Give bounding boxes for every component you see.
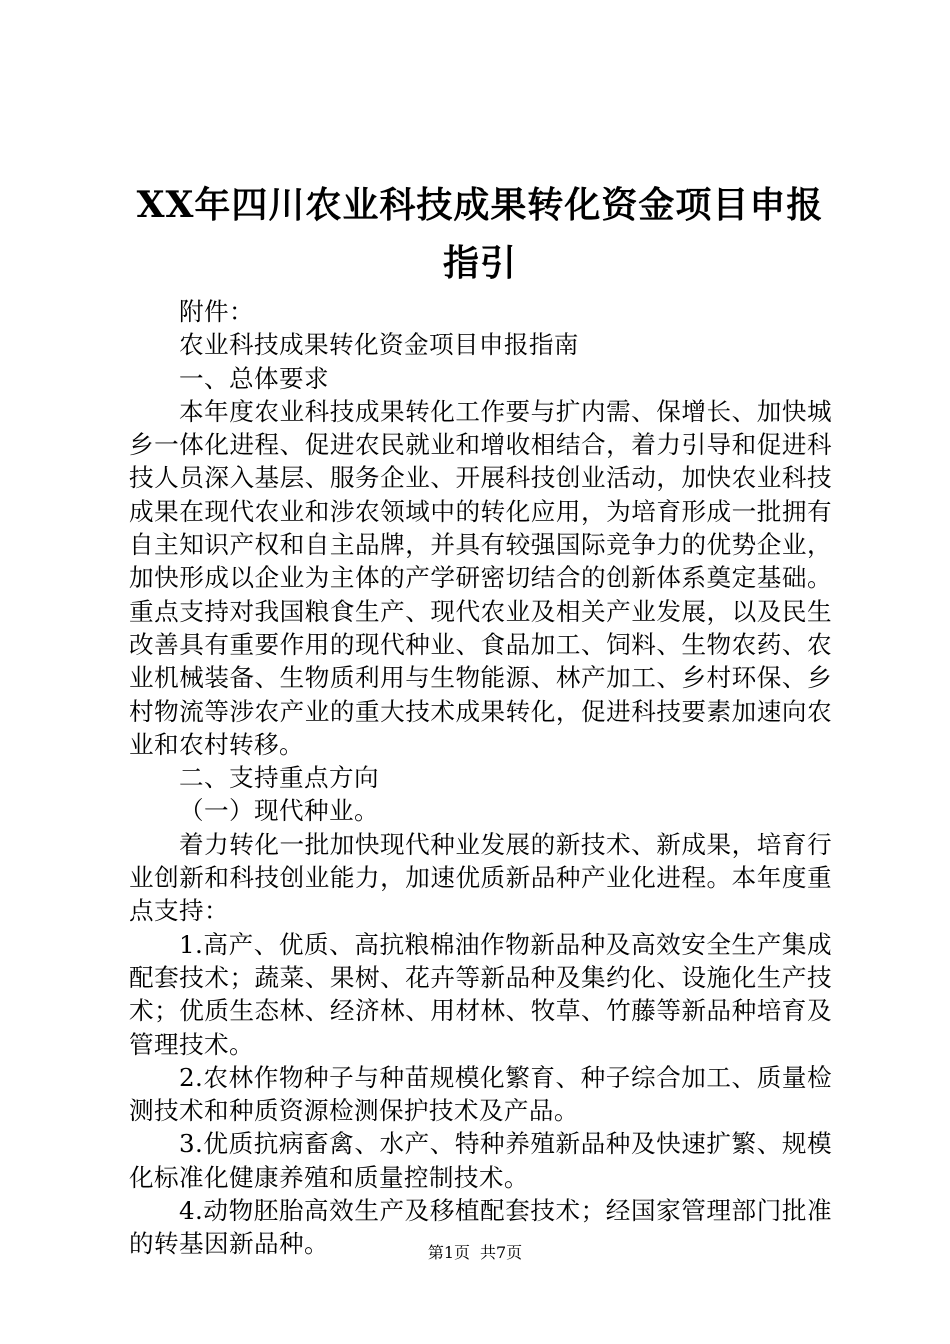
page-number-current: 第1页 <box>427 1243 470 1262</box>
attachment-label: 附件： <box>179 297 254 326</box>
document-body <box>129 295 832 1261</box>
guide-name: 农业科技成果转化资金项目申报指南 <box>179 330 579 360</box>
document-title: XX年四川农业科技成果转化资金项目申报指引 <box>136 184 824 284</box>
list-item-4: 4.动物胚胎高效生产及移植配套技术；经国家管理部门批准的转基因新品种。 <box>129 1196 832 1259</box>
subsection-heading-modern-seed-industry: （一）现代种业。 <box>179 796 379 826</box>
page-number-total: 共7页 <box>480 1243 523 1262</box>
paragraph-general-requirements: 本年度农业科技成果转化工作要与扩内需、保增长、加快城乡一体化进程、促进农民就业和增收相结合，着力引导和促进科技人员深入基层、服务企业、开展科技创业活动，加快农业科技成果在现代农业和涉农领域中的转化应用，为培育形成一批拥有自主知识产权和自主品牌，并具有较强国际竞争力的优势企业，加快形成以企业为主体的产学研密切结合的创新体系奠定基础。重点支持对我国粮食生产、现代农业及相关产业发展，以及民生改善具有重要作用的现代种业、食品加工、饲料、生物农药、农业机械装备、生物质利用与生物能源、林产加工、乡村环保、乡村物流等涉农产业的重大技术成果转化，促进科技要素加速向农业和农村转移。 <box>129 396 832 759</box>
list-item-2: 2.农林作物种子与种苗规模化繁育、种子综合加工、质量检测技术和种质资源检测保护技术及产品。 <box>129 1062 832 1126</box>
paragraph-seed-industry-intro: 着力转化一批加快现代种业发展的新技术、新成果，培育行业创新和科技创业能力，加速优质新品种产业化进程。本年度重点支持： <box>129 829 832 926</box>
page-footer <box>0 1242 950 1264</box>
section-heading-general-requirements: 一、总体要求 <box>179 363 329 393</box>
list-item-3: 3.优质抗病畜禽、水产、特种养殖新品种及快速扩繁、规模化标准化健康养殖和质量控制技术。 <box>129 1129 832 1192</box>
list-item-1: 1.高产、优质、高抗粮棉油作物新品种及高效安全生产集成配套技术；蔬菜、果树、花卉等新品种及集约化、设施化生产技术；优质生态林、经济林、用材林、牧草、竹藤等新品种培育及管理技术。 <box>129 929 832 1059</box>
section-heading-key-directions: 二、支持重点方向 <box>179 763 379 793</box>
